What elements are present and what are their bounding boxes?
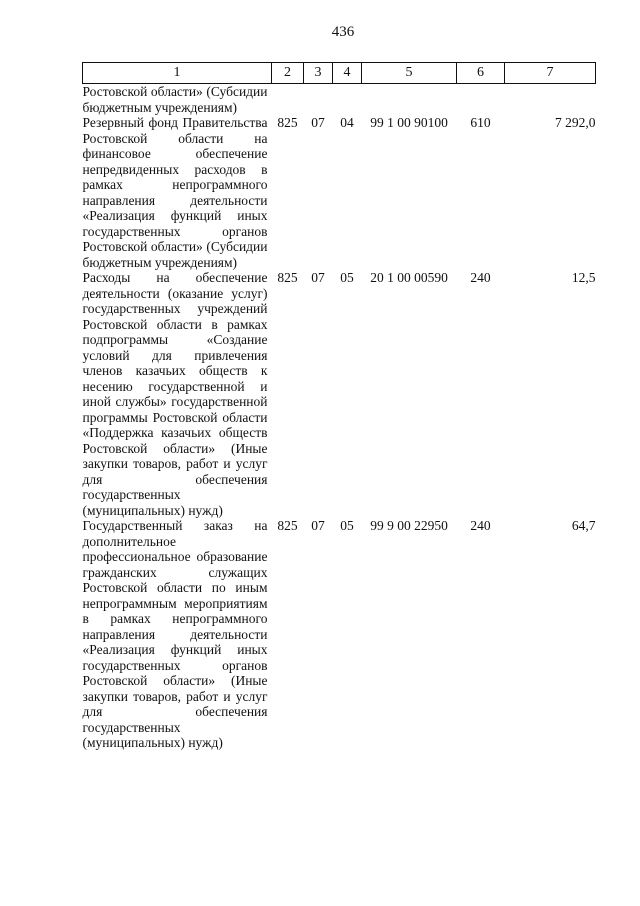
- table-header: [83, 63, 596, 84]
- row-amount: 64,7: [571, 518, 596, 533]
- row-expense-type: 610: [470, 115, 491, 130]
- row-expense-type: 240: [470, 518, 491, 533]
- row-ministry-code: 825: [277, 115, 298, 130]
- row-section-code: 07: [311, 270, 325, 285]
- budget-table: [82, 62, 596, 751]
- row-amount: 12,5: [571, 270, 596, 285]
- row-section-code: 07: [311, 518, 325, 533]
- header-col-5: 5: [362, 63, 457, 84]
- table-row: [83, 518, 596, 751]
- row-subsection-code: 04: [340, 115, 354, 130]
- row-ministry-code: [272, 84, 304, 116]
- row-ministry-code: 825: [277, 270, 298, 285]
- row-target-article: 20 1 00 00590: [370, 270, 448, 285]
- page-number: 436: [331, 24, 355, 40]
- header-col-3: 3: [304, 63, 333, 84]
- row-subsection-code: 05: [340, 270, 354, 285]
- row-target-article: 99 1 00 90100: [370, 115, 448, 130]
- row-subsection-code: [333, 84, 362, 116]
- row-expense-type: 240: [470, 270, 491, 285]
- row-section-code: 07: [311, 115, 325, 130]
- header-col-4: 4: [333, 63, 362, 84]
- row-description: Государственный заказ на дополнительное профессиональное образование гражданских служащих Ростовской области по иным непрограммным мероприятиям в рамках непрограммного направления деятельности «Реализация функций иных государственных органов Ростовской области» (Иные закупки товаров, работ и услуг для обеспечения государственных (муниципальных) нужд): [82, 518, 268, 750]
- header-col-1: 1: [83, 63, 272, 84]
- row-description: Расходы на обеспечение деятельности (оказание услуг) государственных учреждений Ростовской области в рамках подпрограммы «Создание условий для привлечения членов казачьих обществ к несению государственной и иной службы» государственной программы Ростовской области «Поддержка казачьих обществ Ростовской области» (Иные закупки товаров, работ и услуг для обеспечения государственных (муниципальных) нужд): [82, 270, 268, 518]
- table-body: [83, 84, 596, 751]
- table-row: [83, 84, 596, 116]
- row-ministry-code: 825: [277, 518, 298, 533]
- row-subsection-code: 05: [340, 518, 354, 533]
- row-target-article: 99 9 00 22950: [370, 518, 448, 533]
- row-target-article: [362, 84, 457, 116]
- row-description: Ростовской области» (Субсидии бюджетным учреждениям): [82, 84, 268, 115]
- header-col-2: 2: [272, 63, 304, 84]
- row-description: Резервный фонд Правительства Ростовской области на финансовое обеспечение непредвиденных расходов в рамках непрограммного направления деятельности «Реализация функций иных государственных органов Ростовской области» (Субсидии бюджетным учреждениям): [82, 115, 268, 270]
- table-row: [83, 270, 596, 518]
- table-row: [83, 115, 596, 270]
- row-amount: 7 292,0: [555, 115, 596, 130]
- row-expense-type: [457, 84, 505, 116]
- header-col-6: 6: [457, 63, 505, 84]
- header-row: [83, 63, 596, 84]
- header-col-7: 7: [505, 63, 596, 84]
- row-section-code: [304, 84, 333, 116]
- row-amount: [505, 84, 596, 116]
